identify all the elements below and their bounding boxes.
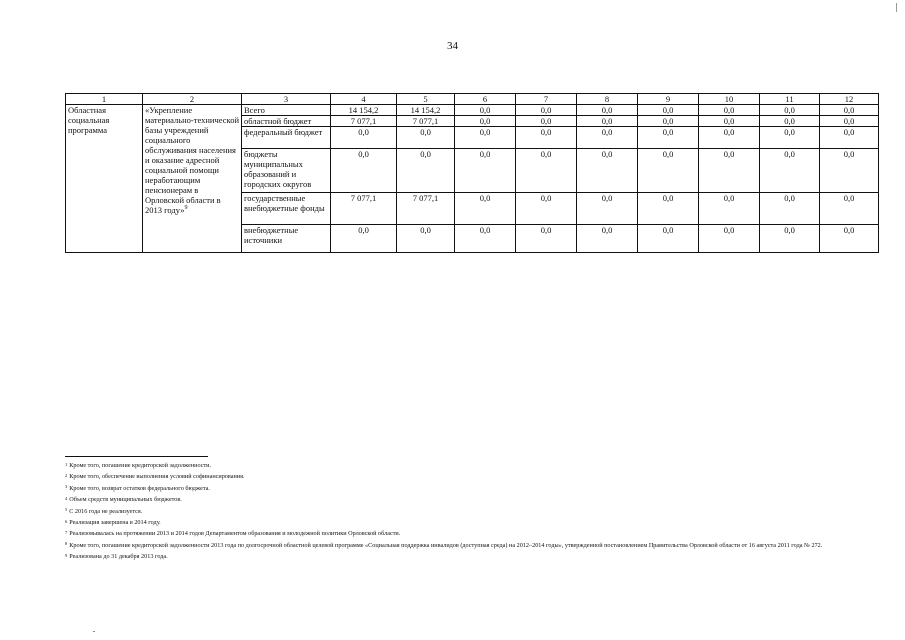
column-header: 2 — [143, 94, 242, 105]
value-cell: 0,0 — [577, 127, 638, 149]
footnote-mark: 9 — [65, 552, 68, 558]
column-header: 3 — [242, 94, 331, 105]
value-cell: 0,0 — [820, 193, 879, 225]
table-row — [66, 105, 879, 116]
value-cell: 0,0 — [577, 149, 638, 193]
footnote-text: С 2016 года не реализуется. — [69, 507, 143, 515]
footnote-mark: 5 — [65, 507, 68, 513]
value-cell: 0,0 — [699, 225, 760, 253]
footnote-text: Кроме того, возврат остатков федерального бюджета. — [69, 484, 210, 492]
value-cell: 7 077,1 — [331, 116, 397, 127]
program-name: «Укрепление материально-технической базы учреждений социального обслуживания населения и оказание адресной социальной помощи неработающим пенсионерам в Орловской области в 2013 году» — [145, 105, 240, 215]
footnotes — [65, 462, 825, 565]
value-cell: 7 077,1 — [397, 193, 455, 225]
value-cell: 0,0 — [760, 193, 820, 225]
program-name-cell — [143, 105, 242, 253]
value-cell: 0,0 — [331, 127, 397, 149]
footnote-reference: 9 — [184, 205, 188, 212]
footnote-mark: 8 — [65, 541, 68, 547]
column-header: 12 — [820, 94, 879, 105]
table-body — [66, 94, 879, 253]
column-header: 8 — [577, 94, 638, 105]
column-header: 9 — [638, 94, 699, 105]
footnote-text: Реализовывалась на протяжении 2013 и 2014 годов Департаментом образования и молодежной политики Орловской области. — [69, 530, 401, 538]
footnote-text: Реализация завершена в 2014 году. — [69, 519, 161, 527]
value-cell: 0,0 — [820, 105, 879, 116]
value-cell: 0,0 — [760, 105, 820, 116]
footnote-mark: 4 — [65, 495, 68, 501]
footnote-mark: 2 — [65, 472, 68, 478]
funding-source-cell: областной бюджет — [242, 116, 331, 127]
footnote-text: Кроме того, погашение кредиторской задолженности 2013 года по долгосрочной областной целевой программе «Социальная поддержка инвалидов (доступная среда) на 2012–2014 годы», утвержденной постановлением Правительства Орловской области от 16 августа 2011 года № 272. — [69, 541, 823, 549]
footnote-separator — [65, 456, 208, 457]
value-cell: 0,0 — [760, 225, 820, 253]
footnote-mark: 3 — [65, 484, 68, 490]
value-cell: 0,0 — [699, 105, 760, 116]
footnote — [65, 519, 825, 528]
value-cell: 0,0 — [699, 193, 760, 225]
value-cell: 0,0 — [699, 127, 760, 149]
value-cell: 0,0 — [760, 127, 820, 149]
value-cell: 0,0 — [638, 193, 699, 225]
value-cell: 0,0 — [397, 225, 455, 253]
page-number: 34 — [447, 40, 458, 52]
column-header: 1 — [66, 94, 143, 105]
value-cell: 7 077,1 — [331, 193, 397, 225]
value-cell: 0,0 — [455, 127, 516, 149]
program-type-cell: Областная социальная программа — [66, 105, 143, 253]
value-cell: 0,0 — [760, 149, 820, 193]
scan-edge-mark — [896, 3, 897, 12]
column-header: 10 — [699, 94, 760, 105]
value-cell: 7 077,1 — [397, 116, 455, 127]
column-header: 6 — [455, 94, 516, 105]
footnote — [65, 553, 825, 562]
value-cell: 0,0 — [638, 127, 699, 149]
value-cell: 14 154,2 — [397, 105, 455, 116]
footnote-text: Объем средств муниципальных бюджетов. — [69, 496, 182, 504]
value-cell: 0,0 — [638, 225, 699, 253]
value-cell: 0,0 — [638, 116, 699, 127]
value-cell: 0,0 — [638, 149, 699, 193]
column-header: 11 — [760, 94, 820, 105]
value-cell: 0,0 — [331, 149, 397, 193]
footnote — [65, 530, 825, 539]
scan-speck — [93, 631, 95, 632]
funding-source-cell: Всего — [242, 105, 331, 116]
footnote — [65, 508, 825, 517]
value-cell: 0,0 — [820, 149, 879, 193]
value-cell: 0,0 — [516, 149, 577, 193]
footnote — [65, 542, 825, 551]
value-cell: 0,0 — [760, 116, 820, 127]
value-cell: 0,0 — [577, 225, 638, 253]
value-cell: 0,0 — [455, 193, 516, 225]
footnote-text: Кроме того, погашение кредиторской задолженности. — [69, 462, 212, 469]
value-cell: 0,0 — [516, 225, 577, 253]
value-cell: 0,0 — [820, 116, 879, 127]
footnote-mark: 6 — [65, 518, 68, 524]
footnote — [65, 485, 825, 494]
value-cell: 0,0 — [577, 193, 638, 225]
value-cell: 0,0 — [577, 116, 638, 127]
footnote-mark: 1 — [65, 461, 68, 467]
value-cell: 0,0 — [820, 225, 879, 253]
value-cell: 0,0 — [397, 127, 455, 149]
column-header: 4 — [331, 94, 397, 105]
budget-table — [65, 93, 879, 253]
value-cell: 0,0 — [455, 105, 516, 116]
value-cell: 0,0 — [331, 225, 397, 253]
footnote-text: Кроме того, обеспечение выполнения условий софинансирования. — [69, 473, 245, 481]
funding-source-cell: внебюджетные источники — [242, 225, 331, 253]
funding-source-cell: государственные внебюджетные фонды — [242, 193, 331, 225]
funding-source-cell: бюджеты муниципальных образований и городских округов — [242, 149, 331, 193]
value-cell: 0,0 — [638, 105, 699, 116]
value-cell: 0,0 — [516, 127, 577, 149]
column-header: 7 — [516, 94, 577, 105]
value-cell: 0,0 — [699, 116, 760, 127]
value-cell: 0,0 — [699, 149, 760, 193]
value-cell: 0,0 — [516, 193, 577, 225]
footnote-text: Реализована до 31 декабря 2013 года. — [69, 553, 168, 561]
value-cell: 0,0 — [455, 116, 516, 127]
value-cell: 0,0 — [455, 225, 516, 253]
value-cell: 0,0 — [820, 127, 879, 149]
footnote — [65, 473, 825, 482]
footnote-mark: 7 — [65, 529, 68, 535]
column-header: 5 — [397, 94, 455, 105]
value-cell: 0,0 — [397, 149, 455, 193]
value-cell: 14 154,2 — [331, 105, 397, 116]
value-cell: 0,0 — [516, 116, 577, 127]
value-cell: 0,0 — [516, 105, 577, 116]
footnote — [65, 496, 825, 505]
table-header-row — [66, 94, 879, 105]
footnote — [65, 462, 825, 471]
value-cell: 0,0 — [455, 149, 516, 193]
funding-source-cell: федеральный бюджет — [242, 127, 331, 149]
value-cell: 0,0 — [577, 105, 638, 116]
